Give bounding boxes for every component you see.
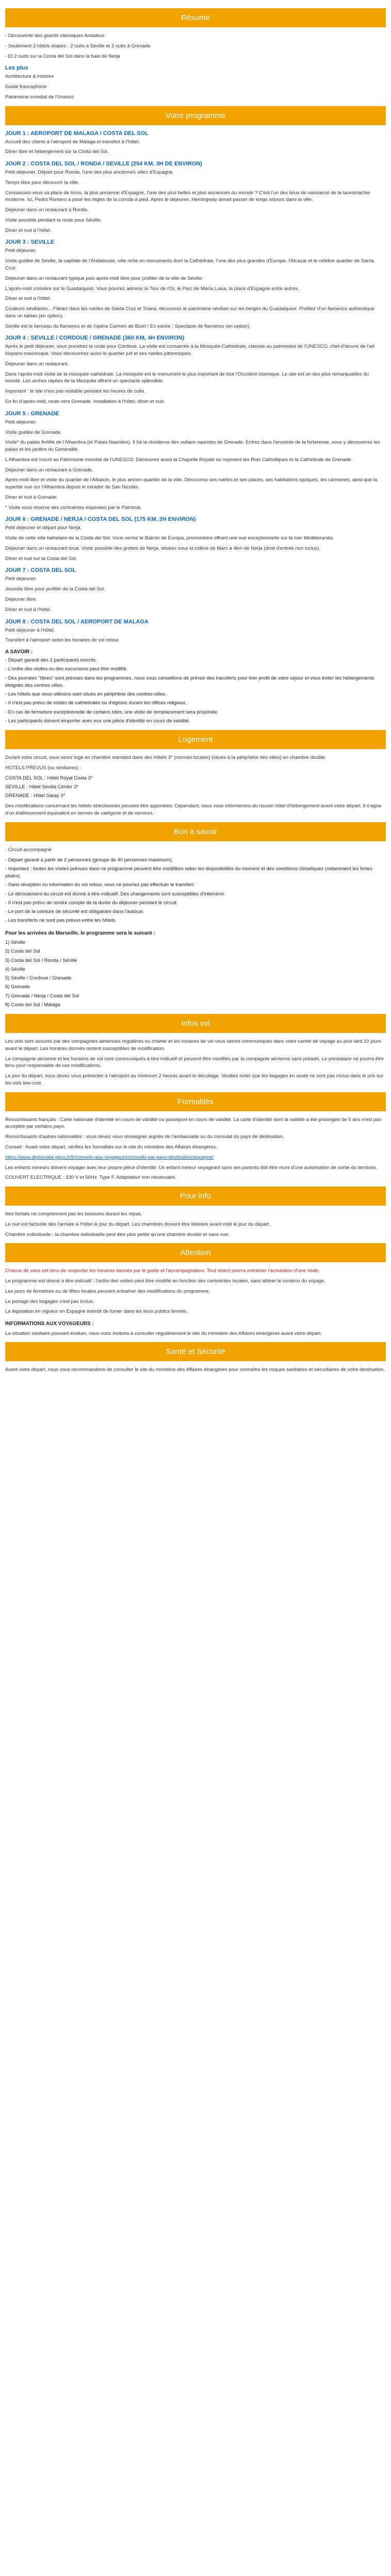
day-paragraph: L'après-midi croisière sur le Guadalquivir. Vous pourrez admirer la Tour de l'Or, le Parc de María Luisa, la place d'Espagne entre autres. bbox=[5, 285, 299, 292]
day-paragraph: Connaissez-vous sa place de toros, la plus ancienne d'Espagne, l'une des plus belles et plus anciennes du monde ? C'est l'un des lieux de naissance de la tauromachie moderne. Ici, Pedro Romero a posé les règles de la corrida à pied. Après le déjeuner, Hemingway aimait passer de longs séjours dans la ville. bbox=[5, 190, 370, 203]
hotel-list bbox=[5, 775, 386, 800]
resume-line: - Découverte des grands classiques Andalous bbox=[5, 33, 105, 39]
a-savoir-item: - Des journées "libres" sont prévues dans les programmes, nous vous conseillons de prévoir des transferts pour tirer profit de votre séjour et vous éviter les hébergements éloignés des centres villes. bbox=[5, 675, 374, 688]
bon-savoir-item: - Le port de la ceinture de sécurité est obligatoire dans l'autocar. bbox=[5, 909, 144, 915]
circuit-type: - Circuit accompagné bbox=[5, 846, 52, 853]
resume-line: - Et 2 nuits sur la Costa del Sol dans la baie de Nerja bbox=[5, 53, 120, 59]
info-voyageurs-text: La situation sanitaire pouvant évoluer, nous vous invitons à consulter régulièrement le site du ministère des Affaires étrangères avant votre départ. bbox=[5, 1330, 322, 1336]
bon-savoir-list bbox=[5, 857, 386, 925]
day-paragraph: Transfert à l'aéroport selon les horaires de vol retour. bbox=[5, 637, 120, 643]
infos-vol-p1: Les vols sont assurés par des compagnies aériennes régulières ou charter et les horaires de vol vous seront communiqués dans votre carnet de voyage au plus tard 10 jours avant le départ. Les horaires donnés restent susceptibles de modification. bbox=[5, 1039, 381, 1052]
attention-p2: Le programme est donné à titre indicatif : l'ordre des visites peut être modifié en fonction des contraintes locales, sans altérer le contenu du voyage. bbox=[5, 1278, 325, 1284]
day-paragraph: Petit déjeuner. Départ pour Ronda, l'une des plus anciennes villes d'Espagne. bbox=[5, 170, 174, 176]
day-paragraph: L'Alhambra est inscrit au Patrimoine mondial de l'UNESCO. Découvrez aussi la Chapelle Royale où reposent les Rois Catholiques et la Cathédrale de Grenade. bbox=[5, 456, 353, 463]
hotel-item: SEVILLE : Hôtel Sevilla Center 3* bbox=[5, 784, 79, 790]
day-paragraph: Dîner et nuit à Grenade. bbox=[5, 494, 58, 500]
day-paragraph: Petit déjeuner et départ pour Nerja. bbox=[5, 525, 82, 531]
bon-savoir-item: - Les transferts ne sont pas prévus entre les hôtels. bbox=[5, 918, 117, 924]
sante-text: Avant votre départ, nous vous recommandons de consulter le site du ministère des Affaires étrangères pour connaître les risques sanitaires et sécuritaires de votre destination. bbox=[5, 1367, 385, 1373]
formalites-p5: COUVERT ELECTRIQUE : 230 V et 50Hz. Type F. Adaptateur non nécessaire. bbox=[5, 1175, 176, 1181]
day-paragraph: Petit déjeuner. bbox=[5, 248, 37, 254]
section-title-formalites: Formalités bbox=[177, 1097, 214, 1106]
resume-line: - Seulement 3 hôtels étapes : 2 nuits à Séville et 2 nuits à Grenade bbox=[5, 43, 151, 49]
day-title: JOUR 7 : COSTA DEL SOL bbox=[5, 567, 76, 574]
day-paragraph: Après-midi libre et visite du quartier de l'Albaicin, le plus ancien quartier de la ville. Découvrez ses ruelles et ses places, ses habitations typiques, les cármenes, ainsi que la superbe vue sur l'Alhambra depuis le mirador de San Nicolás. bbox=[5, 477, 378, 490]
day-paragraph: Dîner libre et hébergement sur la Costa del Sol. bbox=[5, 149, 109, 155]
stop-item: 8) Costa del Sol / Málaga bbox=[5, 1002, 60, 1008]
day-paragraph: Déjeuner dans un restaurant local. Visite possible des grottes de Nerja, situées sous la colline de Maro à 4km de Nerja (droit d'entrée non inclus). bbox=[5, 545, 321, 551]
pour-info-p1: Nos forfaits ne comprennent pas les boissons durant les repas. bbox=[5, 1211, 142, 1217]
day-title: JOUR 1 : AEROPORT DE MALAGA / COSTA DEL SOL bbox=[5, 130, 149, 137]
section-header-pour-info bbox=[5, 1187, 386, 1206]
page bbox=[5, 0, 386, 1397]
stop-item: 1) Séville bbox=[5, 940, 26, 946]
resume-block bbox=[5, 32, 386, 60]
pour-info-p3: Chambre individuelle : la chambre individuelle peut être plus petite qu'une chambre double et sans vue. bbox=[5, 1231, 230, 1238]
les-plus-line: Patrimoine mondial de l'Unesco bbox=[5, 94, 74, 100]
day-paragraph: Petit déjeuner. bbox=[5, 576, 37, 582]
a-savoir-item: - L'ordre des visites ou des excursions peut être modifié. bbox=[5, 666, 128, 672]
day-paragraph: Dîner et nuit sur la Costa del Sol. bbox=[5, 555, 77, 562]
day-title: JOUR 8 : COSTA DEL SOL / AEROPORT DE MALAGA bbox=[5, 618, 149, 625]
section-header-programme bbox=[5, 106, 386, 125]
formalites-p3: Conseil : Avant votre départ, vérifiez les formalités sur le site du ministère des Affaires étrangères. bbox=[5, 1144, 217, 1150]
logement-hotels-intro: HOTELS PREVUS (ou similaires) : bbox=[5, 765, 81, 771]
section-title-sante: Santé et Sécurité bbox=[166, 1347, 225, 1357]
section-header-bon-savoir bbox=[5, 822, 386, 841]
day-paragraph: Journée libre pour profiter de la Costa del Sol. bbox=[5, 586, 105, 592]
day-paragraph: Couleurs sévillanes... Flânez dans les ruelles de Santa Cruz et Triana, découvrez le patrimoine sévillan sur les berges du Guadalquivir. Profitez d'un flamenco authentique dans un tablao (en option). bbox=[5, 306, 374, 319]
day-title: JOUR 6 : GRENADE / NERJA / COSTA DEL SOL (175 KM, 2H ENVIRON) bbox=[5, 516, 196, 523]
bon-savoir-item: - Important : toutes les visites prévues dans ce programme peuvent être modifiées selon les disponibilités du moment et des conditions climatiques (notamment les fortes pluies). bbox=[5, 866, 372, 879]
day-paragraph: Séville est le berceau du flamenco et de l'opéra Carmen de Bizet ! En soirée : Spectacle de flamenco (en option). bbox=[5, 323, 251, 329]
day-paragraph: Temps libre pour découvrir la ville. bbox=[5, 179, 79, 185]
infos-vol-p2: La compagnie aérienne et les horaires de vol sont communiqués à titre indicatif et peuvent être modifiés par la compagnie aérienne sans préavis. Le prestataire ne pourra être tenu pour responsable de ces modifications. bbox=[5, 1056, 384, 1069]
a-savoir-item: - Départ garanti dès 2 participants inscrits. bbox=[5, 657, 97, 664]
day-paragraph: Visite guidée de Séville, la capitale de l'Andalousie, ville riche en monuments dont la Cathédrale, l'une des plus grandes d'Europe, l'Alcazar et le célèbre quartier de Santa Cruz. bbox=[5, 258, 374, 272]
section-title-pour-info: Pour info bbox=[180, 1192, 211, 1201]
attention-p4: Le portage des bagages n'est pas inclus. bbox=[5, 1298, 94, 1304]
attention-p5: La législation en vigueur en Espagne interdit de fumer dans les lieux publics fermés. bbox=[5, 1309, 188, 1315]
section-title-logement: Logement bbox=[178, 735, 213, 744]
day-paragraph: Déjeuner dans un restaurant à Grenade. bbox=[5, 467, 93, 473]
day-paragraph: Petit déjeuner à l'hôtel. bbox=[5, 627, 55, 633]
day-paragraph: * Visite sous réserve des contraintes imposées par le Patronat. bbox=[5, 504, 142, 511]
stop-item: 7) Grenade / Nerja / Costa del Sol bbox=[5, 993, 79, 999]
section-title-programme: Votre programme bbox=[166, 111, 225, 120]
stop-item: 5) Séville / Cordoue / Grenade bbox=[5, 975, 72, 981]
hotel-item: GRENADE : Hôtel Saray 3* bbox=[5, 793, 66, 799]
diplomatie-link[interactable]: https://www.diplomatie.gouv.fr/fr/conseils-aux-voyageurs/conseils-par-pays-destination/espagne/ bbox=[5, 1154, 214, 1160]
day-paragraph: En fin d'après-midi, route vers Grenade. Installation à l'hôtel, dîner et nuit. bbox=[5, 398, 165, 404]
day-title: JOUR 2 : COSTA DEL SOL / RONDA / SEVILLE (254 KM, 3H DE ENVIRON) bbox=[5, 161, 202, 167]
section-title-attention: Attention bbox=[180, 1248, 211, 1258]
day-paragraph: Déjeuner dans un restaurant. bbox=[5, 361, 69, 367]
day-title: JOUR 4 : SEVILLE / CORDOUE / GRENADE (360 KM, 4H ENVIRON) bbox=[5, 335, 185, 342]
stop-item: 4) Séville bbox=[5, 966, 26, 972]
footer-space bbox=[5, 1377, 386, 1397]
formalites-p4: Les enfants mineurs doivent voyager avec leur propre pièce d'identité. Un enfant mineur voyageant sans ses parents doit être muni d'une autorisation de sortie du territoire. bbox=[5, 1164, 378, 1171]
logement-note: Des modifications concernant les hôtels sélectionnés peuvent être apportées. Cependant, nous vous informerons du nouvel hôtel d'hébergement avant votre départ. Il s'agira d'un établissement équivalent en termes de catégorie et de services. bbox=[5, 803, 381, 817]
day-paragraph: Dîner et nuit à l'hôtel. bbox=[5, 227, 52, 233]
day-paragraph: Déjeuner dans un restaurant typique puis après-midi libre pour profiter de la ville de Séville. bbox=[5, 275, 203, 281]
a-savoir-item: - Il n'est pas prévu de visites de cathédrales ou d'églises durant les offices religieux. bbox=[5, 700, 187, 706]
bon-savoir-item: - Sans réception ou information du vol retour, vous ne pourrez pas effectuer le transfert. bbox=[5, 882, 195, 888]
day-paragraph: Visite guidée de Grenade. bbox=[5, 429, 62, 435]
day-title: JOUR 5 : GRENADE bbox=[5, 410, 59, 417]
bon-savoir-item: - Le déroulement du circuit est donné à titre indicatif. Des changements sont susceptibles d'intervenir. bbox=[5, 891, 225, 897]
accueil-title: Pour les arrivées de Marseille, le programme sera le suivant : bbox=[5, 930, 155, 936]
day-title: JOUR 3 : SEVILLE bbox=[5, 239, 55, 246]
infos-vol-p3: Le jour du départ, vous devez vous présenter à l'aéroport au minimum 2 heures avant le décollage. Veuillez noter que les bagages en soute ne sont pas inclus dans le prix sur les vols low-cost. bbox=[5, 1073, 384, 1086]
day-paragraph: Après le petit déjeuner, vous prendrez la route pour Cordoue. La visite est consacrée à la Mosquée-Cathédrale, classée au patrimoine de l'UNESCO, chef-d'œuvre de l'art hispano-mauresque. Vous découvrirez aussi le quartier juif et ses ruelles pittoresques. bbox=[5, 344, 375, 357]
attention-p3: Les jours de fermeture ou de fêtes locales peuvent entraîner des modifications du programme. bbox=[5, 1288, 210, 1294]
day-paragraph: Visite de cette ville balnéaire de la Costa del Sol. Vous verrez le Balcón de Europa, promontoire offrant une vue exceptionnelle sur la mer Méditerranée. bbox=[5, 535, 334, 541]
a-savoir-item: - Les participants doivent emporter avec eux une pièce d'identité en cours de validité. bbox=[5, 718, 190, 724]
stops-list bbox=[5, 939, 386, 1009]
section-header-infos-vol bbox=[5, 1014, 386, 1033]
section-title-resume: Résumé bbox=[181, 13, 210, 22]
section-header-resume bbox=[5, 8, 386, 27]
a-savoir-title: A SAVOIR : bbox=[5, 649, 33, 655]
info-voyageurs-title: INFORMATIONS AUX VOYAGEURS : bbox=[5, 1321, 94, 1327]
section-title-infos-vol: Infos vol bbox=[181, 1019, 210, 1028]
day-paragraph: Accueil des clients à l'aéroport de Malaga et transfert à l'hôtel. bbox=[5, 139, 140, 145]
les-plus-line: Architecture & Histoire bbox=[5, 74, 54, 80]
hotel-item: COSTA DEL SOL : Hôtel Royal Costa 3* bbox=[5, 775, 93, 781]
stop-item: 3) Costa del Sol / Ronda / Séville bbox=[5, 957, 77, 963]
les-plus-title: Les plus bbox=[5, 65, 28, 72]
a-savoir-item: - En cas de fermeture exceptionnelle de certains sites, une visite de remplacement sera proposée. bbox=[5, 709, 219, 715]
day-paragraph: Important : le site n'est pas visitable pendant les heures de culte. bbox=[5, 388, 146, 395]
logement-intro: Durant votre circuit, vous serez logé en chambre standard dans des hôtels 3* (normes locales) (situés à la périphérie des villes) en chambre double. bbox=[5, 755, 327, 761]
section-header-attention bbox=[5, 1243, 386, 1262]
section-header-formalites bbox=[5, 1092, 386, 1111]
section-header-logement bbox=[5, 730, 386, 749]
day-paragraph: Dîner et nuit à l'hôtel. bbox=[5, 606, 52, 613]
program-days bbox=[5, 130, 386, 644]
day-paragraph: Dîner et nuit à l'hôtel. bbox=[5, 296, 52, 302]
day-paragraph: Visite possible pendant la route pour Séville. bbox=[5, 217, 102, 223]
stop-item: 6) Grenade bbox=[5, 984, 30, 990]
formalites-p1: Ressortissants français : Carte nationale d'identité en cours de validité ou passeport en cours de validité. La carte d'identité dont la validité a été prolongée de 5 ans n'est pas acceptée par certains pays. bbox=[5, 1116, 381, 1130]
section-header-sante bbox=[5, 1342, 386, 1361]
day-paragraph: Déjeuner dans un restaurant à Ronda. bbox=[5, 207, 89, 213]
formalites-p2: Ressortissants d'autres nationalités : vous devez vous renseigner auprès de l'ambassade ou du consulat du pays de destination. bbox=[5, 1134, 284, 1140]
day-paragraph: Déjeuner libre. bbox=[5, 596, 37, 602]
day-paragraph: Petit déjeuner. bbox=[5, 419, 37, 425]
attention-p1: Chacun de vous est tenu de respecter les horaires donnés par le guide et l'accompagnateur. Tout retard pourra entraîner l'annulation d'une visite. bbox=[5, 1268, 320, 1274]
a-savoir-item: - Les hôtels que nous utilisons sont situés en périphérie des centres-villes. bbox=[5, 691, 167, 698]
day-paragraph: Visite* du palais fortifié de l'Alhambra (et Palais Nasrides). Il fut la résidence des sultans nasrides de Grenade. Entrez dans l'enceinte de la forteresse, vous y découvrirez les palais et les jardins du Generalife. bbox=[5, 439, 380, 453]
bon-savoir-item: - Il n'est pas prévu de rendre compte de la durée du déjeuner pendant le circuit. bbox=[5, 900, 178, 906]
stop-item: 2) Costa del Sol bbox=[5, 948, 40, 955]
pour-info-p2: La nuit est facturée dès l'arrivée à l'hôtel le jour du départ. Les chambres doivent être libérées avant midi le jour du départ. bbox=[5, 1221, 270, 1227]
section-title-bon-savoir: Bon à savoir bbox=[174, 827, 217, 836]
les-plus-line: Guide francophone bbox=[5, 84, 47, 90]
bon-savoir-item: - Départ garanti à partir de 2 personnes (groupe de 40 personnes maximum). bbox=[5, 857, 173, 863]
day-paragraph: Dans l'après-midi visite de la mosquée-cathédrale. La mosquée est le monument le plus important de tout l'Occident islamique. Le site est un des plus remarquables du monde. Les arches rayées de la Mezquita offrent un spectacle splendide. bbox=[5, 371, 369, 384]
a-savoir-list bbox=[5, 657, 386, 725]
